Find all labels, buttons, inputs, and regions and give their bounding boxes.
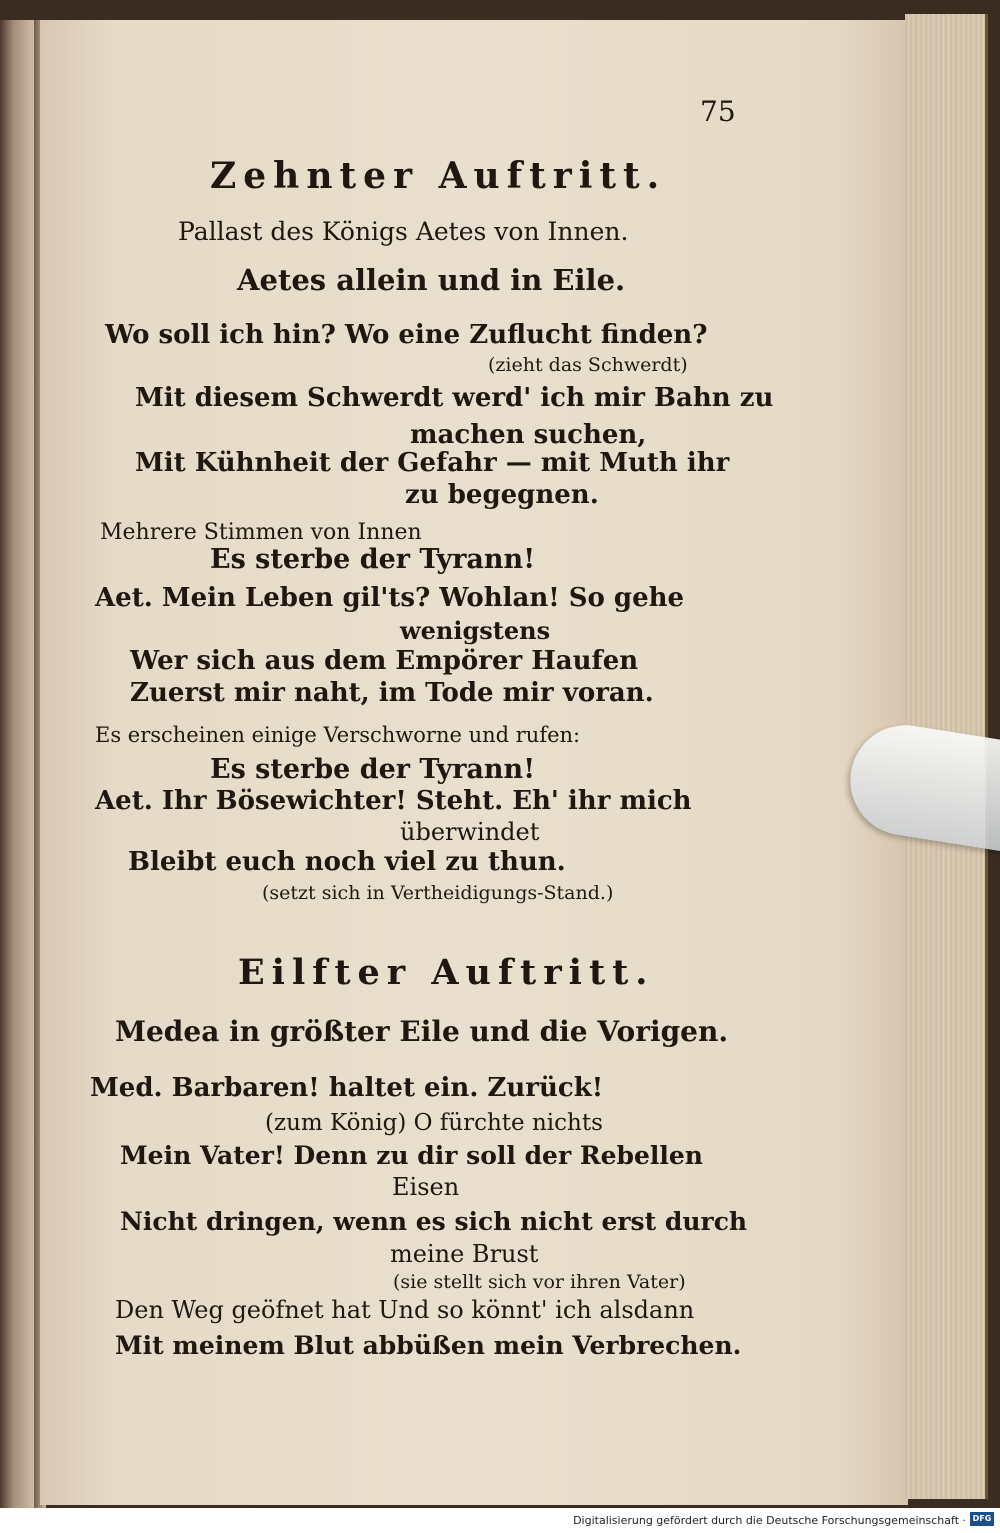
verse-continuation: zu begegnen.	[405, 480, 599, 510]
stage-direction: Medea in größter Eile und die Vorigen.	[115, 1015, 729, 1048]
scene-heading: Zehnter Auftritt.	[210, 155, 667, 197]
verse-continuation: Eisen	[392, 1173, 460, 1201]
verse-line: Zuerst mir naht, im Tode mir voran.	[130, 678, 654, 708]
scene-heading: Eilfter Auftritt.	[238, 952, 655, 993]
stage-direction: (zieht das Schwerdt)	[488, 354, 688, 376]
verse-line: Es sterbe der Tyrann!	[210, 544, 536, 575]
stage-direction: Mehrere Stimmen von Innen	[100, 520, 422, 545]
verse-line: Mit Kühnheit der Gefahr — mit Muth ihr	[135, 448, 730, 478]
speaker-line: Aet. Ihr Bösewichter! Steht. Eh' ihr mich	[95, 786, 692, 816]
verse-continuation: wenigstens	[400, 616, 551, 645]
verse-continuation: überwindet	[400, 818, 540, 846]
verse-line: Mit meinem Blut abbüßen mein Verbrechen.	[115, 1331, 742, 1360]
verse-line: Nicht dringen, wenn es sich nicht erst durch	[120, 1207, 748, 1236]
verse-line: Bleibt euch noch viel zu thun.	[128, 847, 566, 877]
page-number: 75	[700, 95, 736, 128]
dfg-credit: Digitalisierung gefördert durch die Deutsche Forschungsgemeinschaft ·	[573, 1514, 966, 1527]
verse-continuation: machen suchen,	[410, 420, 647, 450]
verse-line: Wo soll ich hin? Wo eine Zuflucht finden?	[105, 320, 708, 350]
stage-direction: (sie stellt sich vor ihren Vater)	[393, 1271, 686, 1293]
stage-direction: Es erscheinen einige Verschworne und rufen:	[95, 723, 581, 747]
verse-line: Es sterbe der Tyrann!	[210, 754, 536, 785]
setting-line: Pallast des Königs Aetes von Innen.	[178, 217, 629, 246]
verse-line: Den Weg geöfnet hat Und so könnt' ich alsdann	[115, 1296, 695, 1324]
speaker-line: Aet. Mein Leben gil'ts? Wohlan! So gehe	[95, 583, 685, 613]
dfg-logo: DFG	[970, 1512, 994, 1526]
verse-continuation: meine Brust	[390, 1240, 539, 1268]
verse-line: Mit diesem Schwerdt werd' ich mir Bahn zu	[135, 383, 774, 413]
verse-line: Wer sich aus dem Empörer Haufen	[130, 646, 639, 676]
verse-line: (zum König) O fürchte nichts	[265, 1110, 603, 1136]
left-page-edge	[0, 20, 34, 1510]
verse-line: Mein Vater! Denn zu dir soll der Rebellen	[120, 1141, 703, 1170]
stage-direction: (setzt sich in Vertheidigungs-Stand.)	[262, 882, 614, 904]
stage-direction: Aetes allein und in Eile.	[237, 263, 626, 297]
speaker-line: Med. Barbaren! haltet ein. Zurück!	[90, 1073, 604, 1103]
